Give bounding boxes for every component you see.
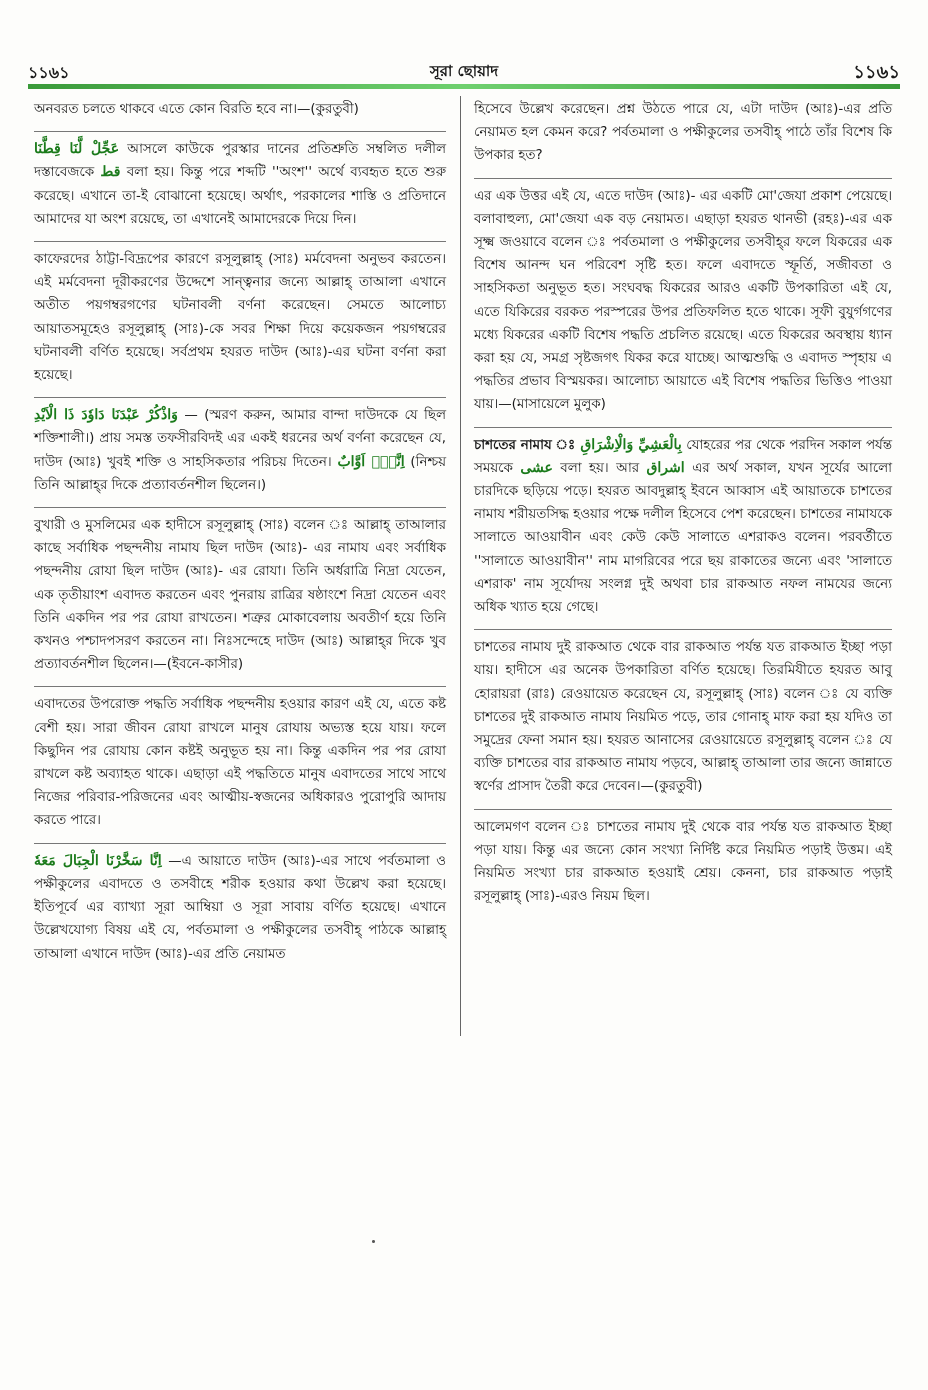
arabic-word: قط <box>100 164 121 181</box>
arabic-word: عشى <box>520 459 553 476</box>
text-run: বলা হয়। কিন্তু পরে শব্দটি ''অংশ'' অর্থে ব্যবহৃত হতে শুরু করেছে। এখানে তা-ই বোঝানো হয়েছে। অর্থাৎ, পরকালের শাস্তি ও প্রতিদানে আমাদের যা অংশ রয়েছে, তা এখানেই আমাদেরকে দিয়ে দিন। <box>34 165 446 227</box>
left-para-5: বুখারী ও মুসলিমের এক হাদীসে রসূলুল্লাহ্ (সাঃ) বলেন ঃ আল্লাহ্ তাআলার কাছে সর্বাধিক পছন্দনীয় নামায ছিল দাউদ (আঃ)- এর নামায এবং সর্বাধিক পছন্দনীয় রোযা ছিল দাউদ (আঃ)- এর রোযা। তিনি অর্ধরাত্রি নিদ্রা যেতেন, এক তৃতীয়াংশ এবাদত করতেন এবং পুনরায় রাত্রির ষষ্ঠাংশে নিদ্রা যেতেন এবং তিনি একদিন পর পর রোযা রাখতেন। শত্রুর মোকাবেলায় অবতীর্ণ হয়ে তিনি কখনও পশ্চাদপসরণ করতেন না। নিঃসন্দেহে দাউদ (আঃ) আল্লাহ্‌র দিকে খুব প্রত্যাবর্তনশীল ছিলেন।—(ইবনে-কাসীর) <box>34 507 446 676</box>
right-column <box>474 98 892 909</box>
text-run: —এ আয়াতে দাউদ (আঃ)-এর সাথে পর্বতমালা ও পক্ষীকুলের এবাদতে ও তসবীহে শরীক হওয়ার কথা উল্লেখ করা হয়েছে। ইতিপূর্বে এর ব্যাখ্যা সূরা আম্বিয়া ও সূরা সাবায় বর্ণিত হয়েছে। এখানে উল্লেখযোগ্য বিষয় এই যে, পর্বতমালা ও পক্ষীকুলের তসবীহ্ পাঠকে আল্লাহ্ তাআলা এখানে দাউদ (আঃ)-এর প্রতি নেয়ামত <box>34 853 446 962</box>
arabic-phrase: اِنَّهٗۤ اَوَّابٌ <box>337 453 405 470</box>
right-para-2: এর এক উত্তর এই যে, এতে দাউদ (আঃ)- এর একটি মো'জেযা প্রকাশ পেয়েছে। বলাবাহুল্য, মো'জেযা এক বড় নেয়ামত। এছাড়া হযরত থানভী (রহঃ)-এর এক সূক্ষ্ম জওয়াবে বলেন ঃ পর্বতমালা ও পক্ষীকুলের তসবীহ্‌র ফলে যিকরের এক বিশেষ আনন্দ ঘন পরিবেশ সৃষ্টি হত। ফলে এবাদতে স্ফূর্তি, সজীবতা ও সাহসিকতা অনুভূত হত। সংঘবদ্ধ যিকরের আরও একটি উপকারিতা এই যে, এতে যিকিরের বরকত পরস্পরের উপর প্রতিফলিত হতে থাকে। সূফী বুযুর্গগণের মধ্যে যিকরের একটি বিশেষ পদ্ধতি প্রচলিত রয়েছে। এতে যিকরের অবস্থায় ধ্যান করা হয় যে, সমগ্র সৃষ্টজগৎ যিকর করে যাচ্ছে। আত্মশুদ্ধি ও এবাদত স্পৃহায় এ পদ্ধতির প্রভাব বিস্ময়কর। আলোচ্য আয়াতে এই বিশেষ পদ্ধতির ভিত্তিও পাওয়া যায়।—(মাসায়েলে মুলুক) <box>474 178 892 417</box>
arabic-phrase: وَاذْكُرْ عَبْدَنَا دَاوٗدَ ذَا الْاَيْدِ <box>34 407 178 424</box>
page-number-left: ১১৬১ <box>28 63 70 82</box>
page-header <box>28 60 900 86</box>
right-para-1: হিসেবে উল্লেখ করেছেন। প্রশ্ন উঠতে পারে যে, এটা দাউদ (আঃ)-এর প্রতি নেয়ামত হল কেমন করে? পর্বতমালা ও পক্ষীকুলের তসবীহ্ পাঠে তাঁর বিশেষ কি উপকার হত? <box>474 102 892 164</box>
page-title: সূরা ছোয়াদ <box>429 62 499 80</box>
print-speck <box>372 1240 375 1243</box>
left-para-2 <box>34 131 446 231</box>
arabic-phrase: عَجِّلْ لَّنَا قِطَّنَا <box>34 141 120 158</box>
header-rule <box>28 84 900 89</box>
arabic-phrase: بِالْعَشِيِّ وَالْاِشْرَاقِ <box>580 436 682 453</box>
text-run: — (স্মরণ করুন, আমার বান্দা দাউদকে যে ছিল শক্তিশালী।) প্রায় সমস্ত তফসীরবিদই এর একই ধরনের অর্থ বর্ণনা করেছেন যে, দাউদ (আঃ) খুবই শক্তি ও সাহসিকতার পরিচয় দিতেন। <box>34 408 446 470</box>
text-run: আসলে কাউকে পুরস্কার দানের প্রতিশ্রুতি সম্বলিত দলীল দস্তাবেজকে <box>34 142 446 181</box>
left-para-4 <box>34 397 446 497</box>
column-divider <box>460 96 461 1036</box>
page-number-right: ১১৬১ <box>853 62 900 83</box>
arabic-phrase: اِنَّا سَخَّرْنَا الْجِبَالَ مَعَهٗ <box>34 852 162 869</box>
section-heading: চাশতের নামায ঃ <box>474 437 581 453</box>
left-column <box>34 98 446 966</box>
right-para-4: চাশতের নামায দুই রাকআত থেকে বার রাকআত পর্যন্ত যত রাকআত ইচ্ছা পড়া যায়। হাদীসে এর অনেক উপকারিতা বর্ণিত হয়েছে। তিরমিযীতে হযরত আবু হোরায়রা (রাঃ) রেওয়ায়েত করেছেন যে, রসূলুল্লাহ্ (সাঃ) বলেন ঃ যে ব্যক্তি চাশতের দুই রাকআত নামায নিয়মিত পড়ে, তার গোনাহ্ মাফ করা হয় যদিও তা সমুদ্রের ফেনা সমান হয়। হযরত আনাসের রেওয়ায়েতে রসূলুল্লাহ্ বলেন ঃ যে ব্যক্তি চাশতের বার রাকআত নামায পড়বে, আল্লাহ্ তাআলা তার জন্যে জান্নাতে স্বর্ণের প্রাসাদ তৈরী করে দেবেন।—(কুরতুবী) <box>474 629 892 798</box>
left-para-1: অনবরত চলতে থাকবে এতে কোন বিরতি হবে না।—(কুরতুবী) <box>34 102 359 117</box>
text-run: যোহরের পর থেকে পরদিন সকাল পর্যন্ত সময়কে <box>474 437 892 476</box>
left-para-6: এবাদতের উপরোক্ত পদ্ধতি সর্বাধিক পছন্দনীয় হওয়ার কারণ এই যে, এতে কষ্ট বেশী হয়। সারা জীবন রোযা রাখলে মানুষ রোযায় অভ্যস্ত হয়ে যায়। ফলে কিছুদিন পর রোযায় কোন কষ্টই অনুভূত হয় না। কিন্তু একদিন পর পর রোযা রাখলে কষ্ট অব্যাহত থাকে। এছাড়া এই পদ্ধতিতে মানুষ এবাদতের সাথে সাথে নিজের পরিবার-পরিজনের এবং আত্মীয়-স্বজনের অধিকারও পুরোপুরি আদায় করতে পারে। <box>34 686 446 832</box>
text-run: (নিশ্চয় তিনি আল্লাহ্‌র দিকে প্রত্যাবর্তনশীল ছিলেন।) <box>34 454 446 493</box>
right-para-3 <box>474 427 892 620</box>
text-run: বলা হয়। আর <box>552 460 647 476</box>
left-para-7 <box>34 843 446 966</box>
right-para-5: আলেমগণ বলেন ঃ চাশতের নামায দুই থেকে বার পর্যন্ত যত রাকআত ইচ্ছা পড়া যায়। কিন্তু এর জন্যে কোন সংখ্যা নির্দিষ্ট করে নিয়মিত পড়াই উত্তম। এই নিয়মিত সংখ্যা চার রাকআত হওয়াই শ্রেয়। কেননা, চার রাকআত পড়াই রসূলুল্লাহ্ (সাঃ)-এরও নিয়ম ছিল। <box>474 809 892 909</box>
left-para-3: কাফেরদের ঠাট্টা-বিদ্রূপের কারণে রসূলুল্লাহ্ (সাঃ) মর্মবেদনা অনুভব করতেন। এই মর্মবেদনা দূরীকরণের উদ্দেশে সান্ত্বনার জন্যে আল্লাহ্ তাআলা এখানে অতীত পয়গম্বরগণের ঘটনাবলী বর্ণনা করেছেন। সেমতে আলোচ্য আয়াতসমূহেও রসূলুল্লাহ্ (সাঃ)-কে সবর শিক্ষা দিয়ে কয়েকজন পয়গম্বরের ঘটনাবলী বর্ণিত হয়েছে। সর্বপ্রথম হযরত দাউদ (আঃ)-এর ঘটনা বর্ণনা করা হয়েছে। <box>34 241 446 387</box>
text-run: এর অর্থ সকাল, যখন সূর্যের আলো চারদিকে ছড়িয়ে পড়ে। হযরত আবদুল্লাহ্ ইবনে আব্বাস এই আয়াতকে চাশতের নামায শরীয়তসিদ্ধ হওয়ার পক্ষে দলীল হিসেবে পেশ করেছেন। চাশতের নামাযকে সালাতে আওয়াবীন এবং কেউ কেউ সালাতে এশরাকও বলেন। পরবর্তীতে ''সালাতে আওয়াবীন'' নাম মাগরিবের পরে ছয় রাকাতের জন্যে এবং 'সালাতে এশরাক' নাম সূর্যোদয় সংলগ্ন দুই অথবা চার রাকআত নফল নামযের জন্যে অধিক খ্যাত হয়ে গেছে। <box>474 460 892 616</box>
arabic-word: اشراق <box>646 459 685 476</box>
